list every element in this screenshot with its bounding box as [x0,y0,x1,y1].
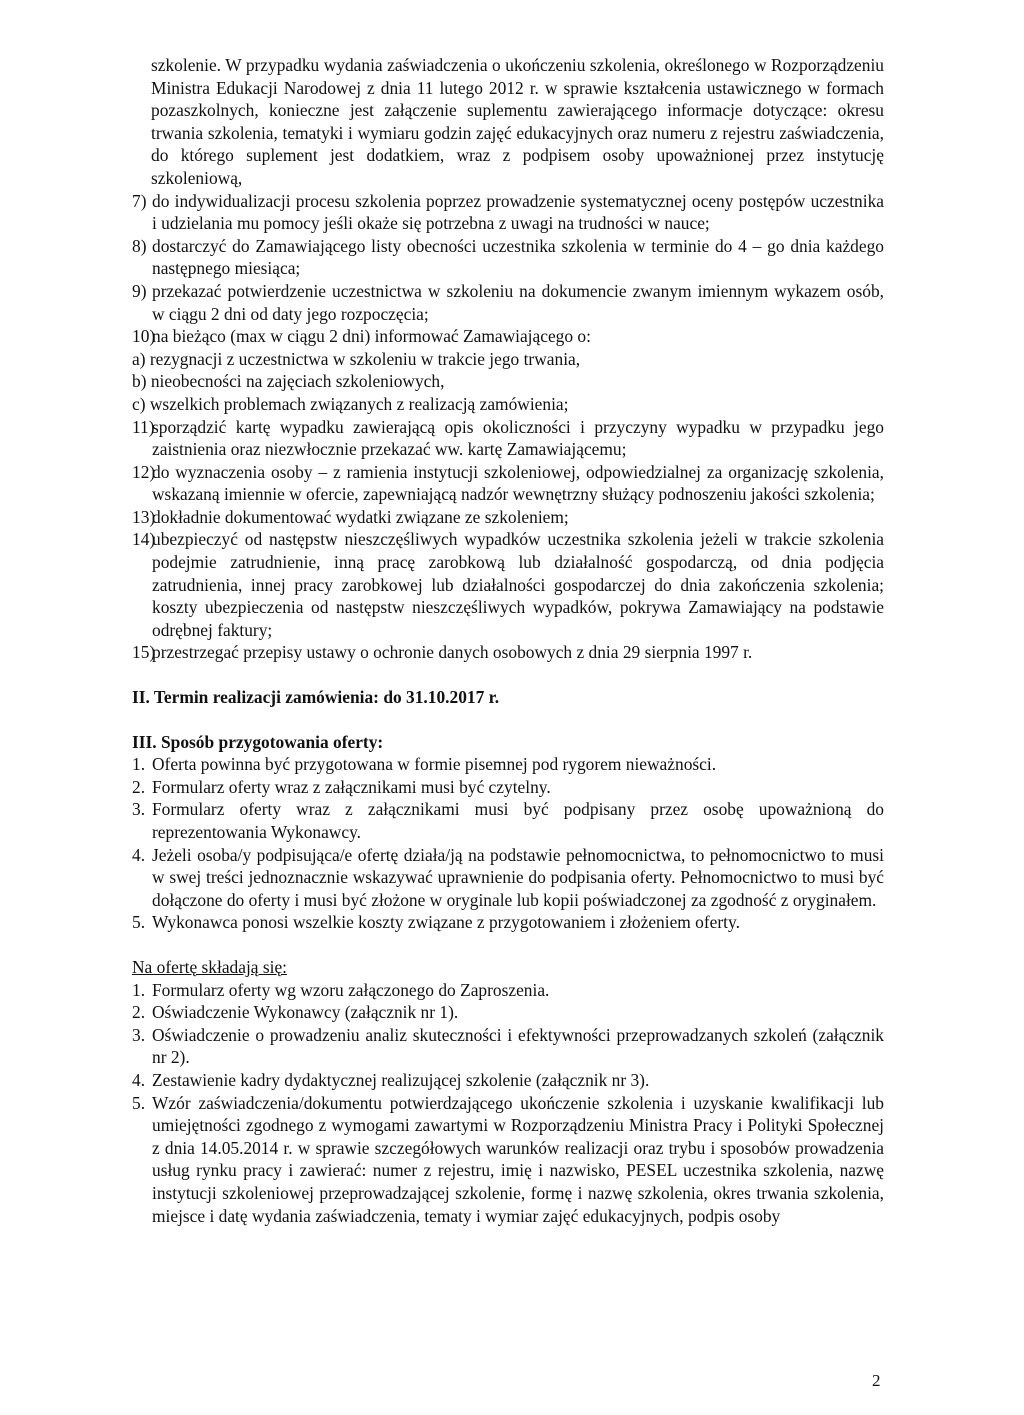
item-number: 14) [132,529,156,550]
item-text: Formularz oferty wg wzoru załączonego do Zaproszenia. [152,979,550,1000]
item-number: 8) [132,235,147,256]
item-text: przestrzegać przepisy ustawy o ochronie danych osobowych z dnia 29 sierpnia 1997 r. [152,642,753,663]
section-iii-heading: III. Sposób przygotowania oferty: [132,731,384,752]
item-text: przekazać potwierdzenie uczestnictwa w szkoleniu na dokumencie zwanym imiennym wykazem osób, w ciągu 2 dni od daty jego rozpoczęcia; [152,280,884,324]
item-number: 3. [132,1024,146,1045]
list-item [132,1001,884,1024]
item-number: 12) [132,461,156,482]
item-text: Oświadczenie Wykonawcy (załącznik nr 1). [152,1002,459,1023]
sub-item: b) nieobecności na zajęciach szkoleniowych, [132,371,445,392]
item-text: Wykonawca ponosi wszelkie koszty związane z przygotowaniem i złożeniem oferty. [152,912,740,933]
offer-list [132,979,884,1228]
list-item [132,911,884,934]
list-item [132,1092,884,1228]
page-number: 2 [872,1371,881,1390]
list-item [132,461,884,506]
item-number: 11) [132,416,155,437]
document-body [132,54,884,1227]
intro-paragraph: szkolenie. W przypadku wydania zaświadczenia o ukończeniu szkolenia, określonego w Rozporządzeniu Ministra Edukacji Narodowej z dnia 11 lutego 2012 r. w sprawie kształcenia ustawicznego w formach pozaszkolnych, konieczne jest załączenie suplementu zawierającego informacje dotyczące: okresu trwania szkolenia, tematyki i wymiaru godzin zajęć edukacyjnych oraz numeru z rejestru zaświadczenia, do którego suplement jest dodatkiem, wraz z podpisem osoby upoważnionej przez instytucję szkoleniową, [151,55,884,188]
item-number: 7) [132,190,147,211]
obligations-list-a [132,190,884,348]
item-number: 1. [132,754,146,775]
list-item [132,280,884,325]
item-text: do indywidualizacji procesu szkolenia poprzez prowadzenie systematycznej oceny postępów uczestnika i udzielania mu pomocy jeśli okaże się potrzebna z uwagi na trudności w nauce; [152,190,884,234]
sub-items-list [132,348,884,416]
item-number: 5. [132,912,146,933]
item-text: sporządzić kartę wypadku zawierającą opis okoliczności i przyczyny wypadku w przypadku jego zaistnienia oraz niezwłocznie przekazać ww. kartę Zamawiającemu; [152,416,884,460]
list-item [132,641,884,664]
list-item [132,416,884,461]
section-ii-heading: II. Termin realizacji zamówienia: do 31.10.2017 r. [132,687,500,708]
list-item [132,1024,884,1069]
item-text: do wyznaczenia osoby – z ramienia instytucji szkoleniowej, odpowiedzialnej za organizację szkolenia, wskazaną imiennie w ofercie, zapewniającą nadzór wewnętrzny służący podnoszeniu jakości szkolenia; [152,461,884,505]
item-number: 3. [132,799,146,820]
item-number: 1. [132,979,146,1000]
list-item [132,190,884,235]
list-item [132,798,884,843]
item-number: 9) [132,280,147,301]
list-item [132,235,884,280]
item-number: 4. [132,844,146,865]
item-text: Jeżeli osoba/y podpisująca/e ofertę działa/ją na podstawie pełnomocnictwa, to pełnomocnictwo to musi w swej treści jednoznacznie wskazywać uprawnienie do podpisania oferty. Pełnomocnictwo to musi być dołączone do oferty i musi być złożone w oryginale lub kopii poświadczonej za zgodność z oryginałem. [152,844,884,910]
list-item [132,844,884,912]
item-number: 5. [132,1092,146,1113]
list-item [132,753,884,776]
list-item [132,1069,884,1092]
list-item [132,776,884,799]
offer-heading: Na ofertę składają się: [132,956,287,977]
item-number: 13) [132,506,156,527]
item-number: 15) [132,642,156,663]
list-item [132,528,884,641]
item-text: Wzór zaświadczenia/dokumentu potwierdzającego ukończenie szkolenia i uzyskanie kwalifikacji lub umiejętności zgodnego z wymogami zawartymi w Rozporządzeniu Ministra Pracy i Polityki Społecznej z dnia 14.05.2014 r. w sprawie szczegółowych warunków realizacji oraz trybu i sposobów prowadzenia usług rynku pracy i zawierać: numer z rejestru, imię i nazwisko, PESEL uczestnika szkolenia, nazwę instytucji szkoleniowej przeprowadzającej szkolenie, formę i nazwę szkolenia, okres trwania szkolenia, miejsce i datę wydania zaświadczenia, tematy i wymiar zajęć edukacyjnych, podpis osoby [152,1092,884,1226]
item-number: 10) [132,326,156,347]
item-text: Zestawienie kadry dydaktycznej realizującej szkolenie (załącznik nr 3). [152,1069,650,1090]
item-text: ubezpieczyć od następstw nieszczęśliwych wypadków uczestnika szkolenia jeżeli w trakcie szkolenia podejmie zatrudnienie, inną pracę zarobkową lub działalność gospodarczą, od dnia podjęcia zatrudnienia, innej pracy zarobkowej lub działalności gospodarczej do dnia zakończenia szkolenia; koszty ubezpieczenia od następstw nieszczęśliwych wypadków, pokrywa Zamawiający na podstawie odrębnej faktury; [152,529,884,640]
item-number: 4. [132,1069,146,1090]
item-text: dokładnie dokumentować wydatki związane ze szkoleniem; [152,506,569,527]
item-number: 2. [132,776,146,797]
item-text: Oferta powinna być przygotowana w formie pisemnej pod rygorem nieważności. [152,754,717,775]
item-text: Oświadczenie o prowadzeniu analiz skuteczności i efektywności przeprowadzanych szkoleń (załącznik nr 2). [152,1024,884,1068]
list-item [132,979,884,1002]
obligations-list-b [132,416,884,665]
section-iii-list [132,753,884,934]
item-number: 2. [132,1002,146,1023]
sub-item: c) wszelkich problemach związanych z realizacją zamówienia; [132,393,569,414]
list-item [132,325,884,348]
item-text: Formularz oferty wraz z załącznikami musi być podpisany przez osobę upoważnioną do reprezentowania Wykonawcy. [152,799,884,842]
list-item [132,506,884,529]
item-text: Formularz oferty wraz z załącznikami musi być czytelny. [152,776,551,797]
item-text: dostarczyć do Zamawiającego listy obecności uczestnika szkolenia w terminie do 4 – go dnia każdego następnego miesiąca; [152,235,884,279]
item-text: na bieżąco (max w ciągu 2 dni) informować Zamawiającego o: [152,326,591,347]
sub-item: a) rezygnacji z uczestnictwa w szkoleniu w trakcie jego trwania, [132,348,581,369]
